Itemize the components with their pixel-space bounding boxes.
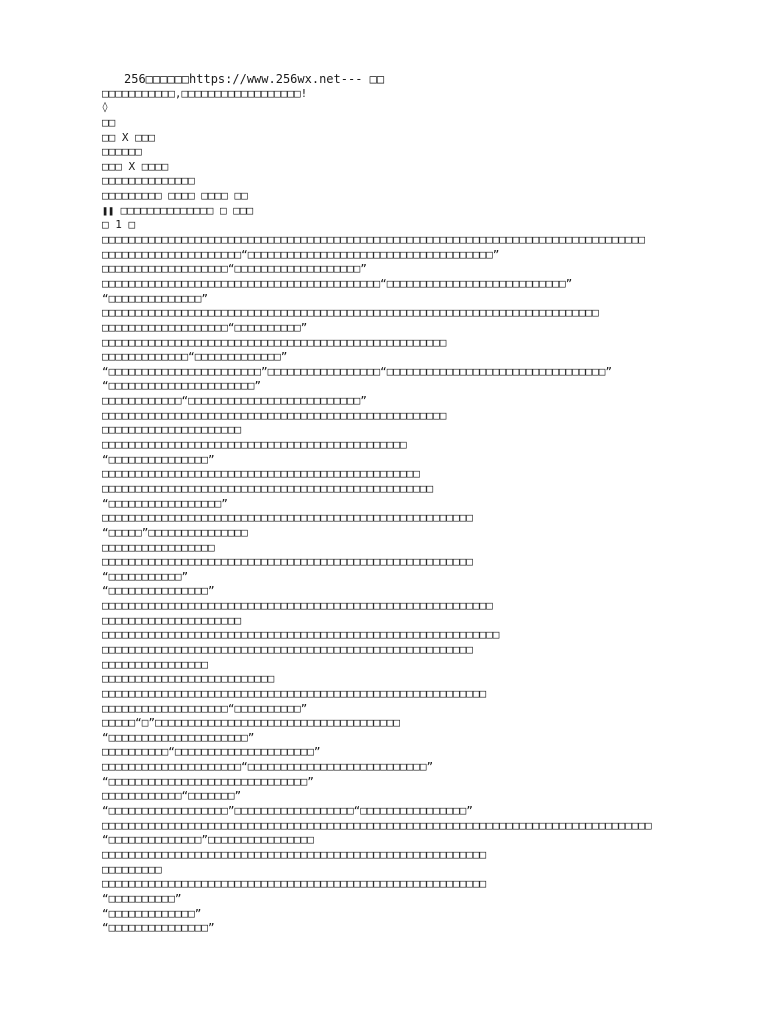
meta-line: □□ bbox=[102, 115, 116, 129]
text-line: “□□□□□□□□□□□□□□”□□□□□□□□□□□□□□□□ bbox=[102, 833, 314, 847]
text-line: □□□□□□□□□□□□□□□□□□□□□□□□□□□□□□□□□□□□□□□□□□□□□□ bbox=[102, 438, 407, 452]
diamond-icon: ◊ bbox=[102, 102, 109, 114]
text-line: □□□□□□□□□□□□“□□□□□□□□□□□□□□□□□□□□□□□□□□” bbox=[102, 394, 367, 408]
text-line: □□□□□□□□□□□□□□□□□□□□□“□□□□□□□□□□□□□□□□□□□□□□□□□□□□□□□□□□□□□” bbox=[102, 247, 500, 261]
meta-line: □□□□□□□□□ □□□□ □□□□ □□ bbox=[102, 189, 248, 203]
text-line: □□□□□□□□□□□□□□□□□□□□□□□□□□□□□□□□□□□□□□□□□□“□□□□□□□□□□□□□□□□□□□□□□□□□□□” bbox=[102, 276, 573, 290]
text-line: □□□□□□□□□□□□□□□□□□□□□□□□□□□□□□□□□□□□□□□□□□□□□□□□□□□□□□□□ bbox=[102, 555, 473, 569]
document-page bbox=[102, 72, 662, 936]
text-line: □□□□□□□□□□□□□□□□□□□□□□□□□□□□□□□□□□□□□□□□□□□□□□□□□□□□ bbox=[102, 408, 447, 422]
text-line: □□□□□□□□□□□□□□□□□□□“□□□□□□□□□□” bbox=[102, 701, 308, 715]
text-line: □□□□□□□□□□□□□□□□□□□□□“□□□□□□□□□□□□□□□□□□□□□□□□□□□” bbox=[102, 760, 434, 774]
meta-line-text: □□□□□□□□□□□□□□ □ □□□ bbox=[120, 203, 254, 217]
text-line: □□□□□□□□□□“□□□□□□□□□□□□□□□□□□□□□” bbox=[102, 745, 321, 759]
text-line: □□□□□□□□□□□□□□□□□□□□□□□□□□ bbox=[102, 672, 275, 686]
text-line: □□□□□□□□□□□□□□□□□□□□□□□□□□□□□□□□□□□□□□□□□□□□□□□□□□□□□□□□ bbox=[102, 642, 473, 656]
text-line: □□□□□□□□□□□□□□□□□□□□□ bbox=[102, 613, 242, 627]
text-line: □□□□□□□□□□□□□□□□□□□□□□□□□□□□□□□□□□□□□□□□□□□□□□□□□□□□ bbox=[102, 335, 447, 349]
text-line: □□□□□□□□□□□□□□□□□□□□□□□□□□□□□□□□□□□□□□□□□□□□□□□□ bbox=[102, 467, 420, 481]
text-line: □□□□□□□□□ bbox=[102, 862, 162, 876]
text-line: “□□□□□□□□□□” bbox=[102, 891, 182, 905]
text-line: □□□□□□□□□□□□□□□□□ bbox=[102, 540, 215, 554]
text-line: “□□□□□□□□□□□□□□□□□□”□□□□□□□□□□□□□□□□□□“□□□□□□□□□□□□□□□□” bbox=[102, 804, 473, 818]
text-line: “□□□□□□□□□□□□□” bbox=[102, 906, 202, 920]
reading-notice: □□□□□□□□□□□,□□□□□□□□□□□□□□□□□□! bbox=[102, 86, 308, 100]
meta-line: □□□□□□ bbox=[102, 145, 142, 159]
text-line: □□□□□□□□□□□□□□□□□□□□□□□□□□□□□□□□□□□□□□□□□□□□□□□□□□□□□□□□□□ bbox=[102, 847, 487, 861]
text-line: □□□□□□□□□□□□□□□□□□□□□□□□□□□□□□□□□□□□□□□□□□□□□□□□□□□□□□□□□□□□□□□□□□□□□□□□□□□□□□□□□□□ bbox=[102, 818, 652, 832]
text-line: □□□□□□□□□□□□□□□□□□□□□□□□□□□□□□□□□□□□□□□□□□□□□□□□□□□□□□□□ bbox=[102, 511, 473, 525]
text-line: “□□□□□□□□□□□□□□□” bbox=[102, 452, 215, 466]
text-line: “□□□□□□□□□□□□□□□□□□□□□□□□□□□□□□” bbox=[102, 774, 314, 788]
text-line: □□□□□□□□□□□□“□□□□□□□” bbox=[102, 789, 242, 803]
meta-line-with-icon bbox=[102, 204, 662, 219]
chapter-title: □ 1 □ bbox=[102, 218, 136, 232]
text-line: □□□□□□□□□□□□□□□□□□□□□□□□□□□□□□□□□□□□□□□□□□□□□□□□□□ bbox=[102, 481, 434, 495]
pause-icon: ❚❚ bbox=[102, 205, 115, 217]
text-line: “□□□□□□□□□□□□□□□□□□□□□□” bbox=[102, 379, 261, 393]
text-line: □□□□□□□□□□□□□□□□□□□“□□□□□□□□□□” bbox=[102, 320, 308, 334]
text-line: □□□□□□□□□□□□□□□□□□□□□□□□□□□□□□□□□□□□□□□□□□□□□□□□□□□□□□□□□□□ bbox=[102, 599, 493, 613]
text-line: “□□□□□□□□□□□□□□□□□” bbox=[102, 496, 228, 510]
text-line: □□□□□□□□□□□□□□□□□□□□□□□□□□□□□□□□□□□□□□□□□□□□□□□□□□□□□□□□□□□□□□□□□□□□□□□□□□□ bbox=[102, 306, 599, 320]
text-line: □□□□□□□□□□□□□“□□□□□□□□□□□□□” bbox=[102, 350, 288, 364]
meta-line: □□ X □□□ bbox=[102, 130, 155, 144]
text-line: “□□□□□□□□□□□” bbox=[102, 569, 189, 583]
site-header: 256□□□□□□https://www.256wx.net--- □□ bbox=[124, 72, 385, 86]
text-line: “□□□□□□□□□□□□□□□” bbox=[102, 584, 215, 598]
meta-line: □□□□□□□□□□□□□□ bbox=[102, 174, 195, 188]
text-line: □□□□□□□□□□□□□□□□□□□“□□□□□□□□□□□□□□□□□□□” bbox=[102, 262, 367, 276]
text-line: □□□□□□□□□□□□□□□□□□□□□ bbox=[102, 423, 242, 437]
meta-line: □□□ X □□□□ bbox=[102, 159, 169, 173]
text-line: “□□□□□□□□□□□□□□□” bbox=[102, 921, 215, 935]
text-line: □□□□□□□□□□□□□□□□□□□□□□□□□□□□□□□□□□□□□□□□□□□□□□□□□□□□□□□□□□□□ bbox=[102, 628, 500, 642]
text-line: “□□□□□□□□□□□□□□□□□□□□□□□”□□□□□□□□□□□□□□□□□“□□□□□□□□□□□□□□□□□□□□□□□□□□□□□□□□□” bbox=[102, 364, 612, 378]
text-line: □□□□□□□□□□□□□□□□ bbox=[102, 657, 208, 671]
text-line: □□□□□□□□□□□□□□□□□□□□□□□□□□□□□□□□□□□□□□□□□□□□□□□□□□□□□□□□□□ bbox=[102, 686, 487, 700]
text-line: □□□□□□□□□□□□□□□□□□□□□□□□□□□□□□□□□□□□□□□□□□□□□□□□□□□□□□□□□□□□□□□□□□□□□□□□□□□□□□□□□□ bbox=[102, 233, 646, 247]
text-line: □□□□□“□”□□□□□□□□□□□□□□□□□□□□□□□□□□□□□□□□□□□□□ bbox=[102, 716, 401, 730]
text-line: “□□□□□□□□□□□□□□□□□□□□□” bbox=[102, 730, 255, 744]
text-line: “□□□□□”□□□□□□□□□□□□□□□ bbox=[102, 525, 248, 539]
text-line: “□□□□□□□□□□□□□□” bbox=[102, 291, 208, 305]
text-line: □□□□□□□□□□□□□□□□□□□□□□□□□□□□□□□□□□□□□□□□□□□□□□□□□□□□□□□□□□ bbox=[102, 877, 487, 891]
body-text bbox=[102, 233, 662, 936]
